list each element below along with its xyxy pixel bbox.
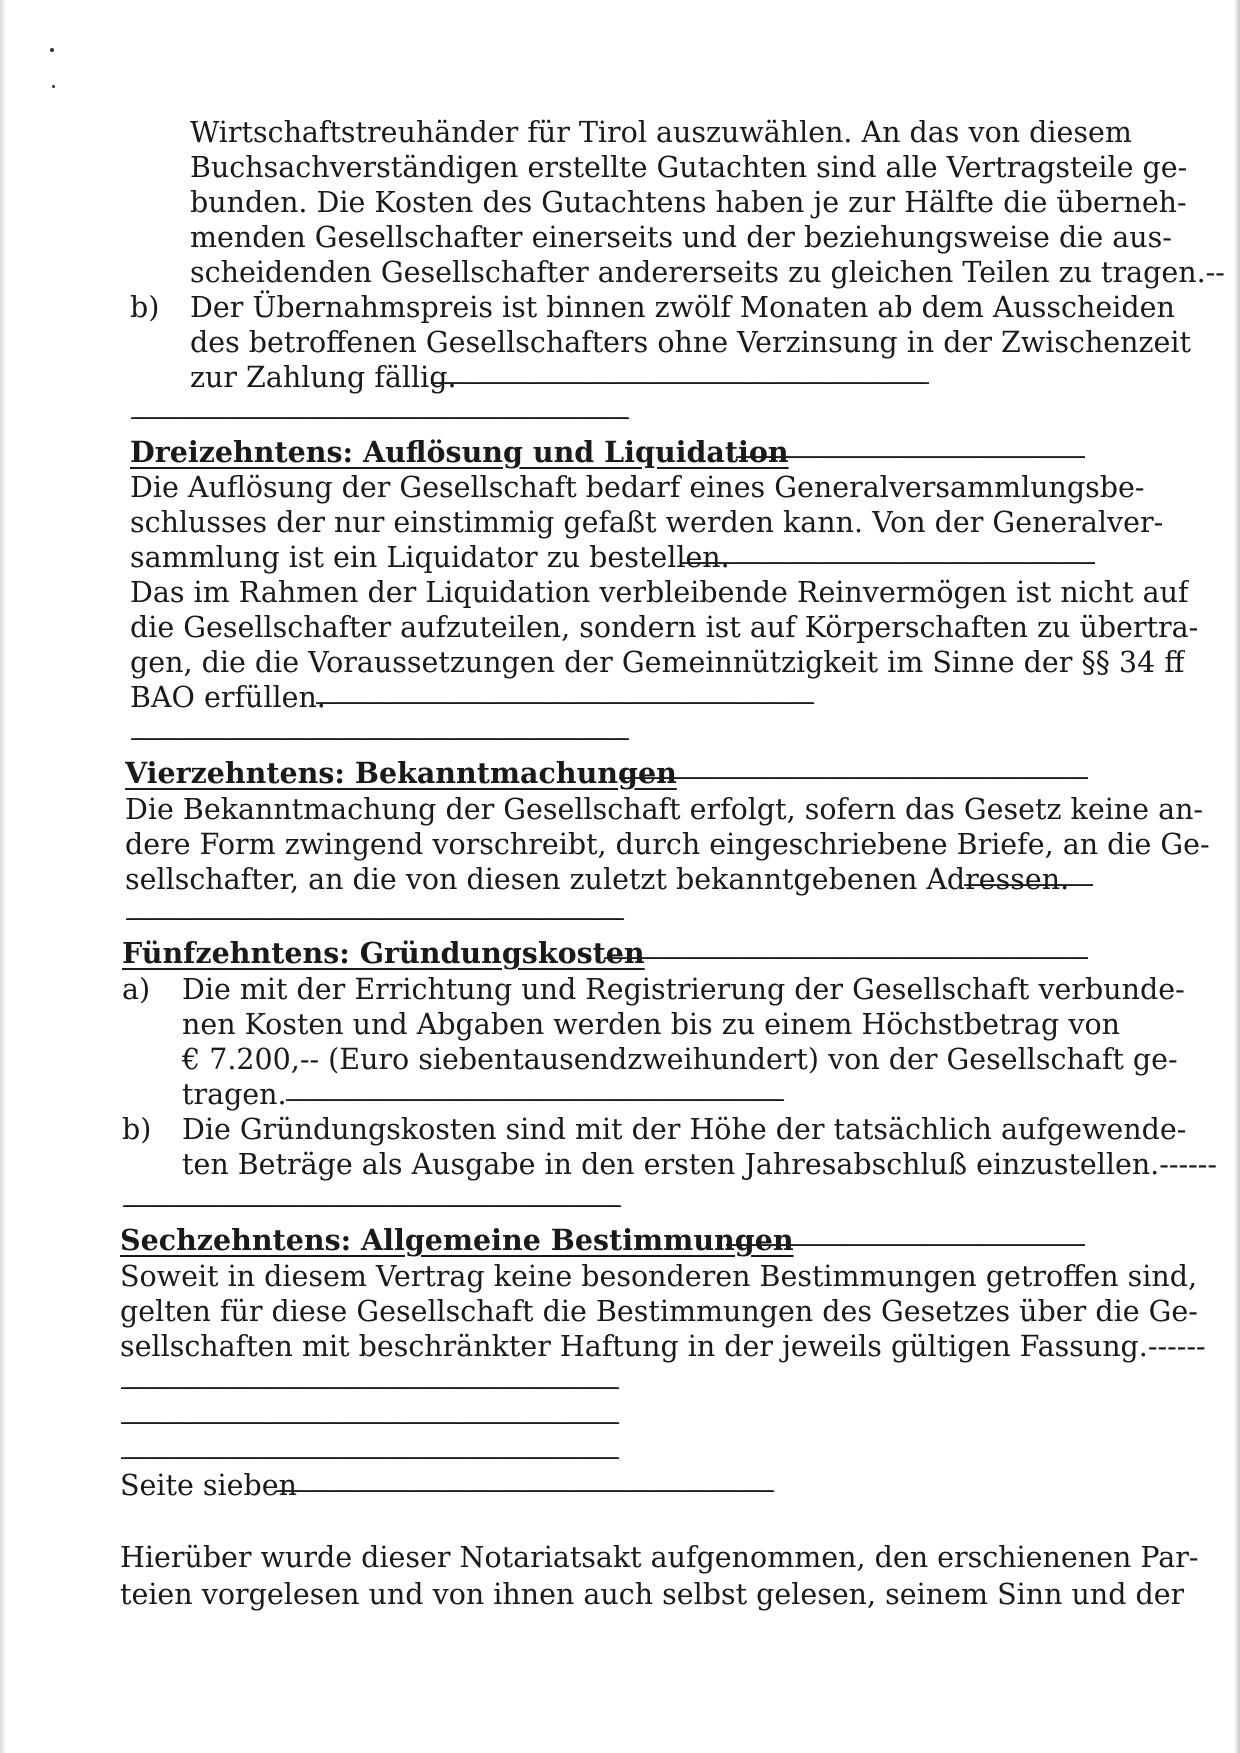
section16-line-3: sellschaften mit beschränkter Haftung in der jeweils gültigen Fassung.------ [120, 1330, 1206, 1363]
section13-line-2: schlusses der nur einstimmig gefaßt werden kann. Von der Generalver- [130, 506, 1164, 539]
section13-line-1: Die Auflösung der Gesellschaft bedarf eines Generalversammlungsbe- [130, 471, 1145, 504]
section13-line-5: die Gesellschafter aufzuteilen, sondern ist auf Körperschaften zu übertra- [130, 611, 1199, 644]
fill-dashes [618, 757, 1088, 793]
section14-line-1: Die Bekanntmachung der Gesellschaft erfolgt, sofern das Gesetz keine an- [125, 793, 1204, 826]
section13-line-6: gen, die die Voraussetzungen der Gemeinnützigkeit im Sinne der §§ 34 ff [130, 646, 1185, 679]
separator-dashes [130, 718, 1105, 754]
section15-b-line-2: ten Beträge als Ausgabe in den ersten Jahresabschluß einzustellen.------ [182, 1148, 1218, 1181]
fill-dashes [735, 436, 1085, 472]
section13-heading: Dreizehntens: Auflösung und Liquidation [130, 435, 789, 469]
continuation-line-5: scheidenden Gesellschafter andererseits zu gleichen Teilen zu tragen.-- [190, 256, 1225, 289]
section15-a-line-1: Die mit der Errichtung und Registrierung der Gesellschaft verbunde- [182, 973, 1185, 1006]
section14-line-3: sellschafter, an die von diesen zuletzt bekanntgebenen Adressen. [125, 863, 1070, 896]
item-b-line-2: des betroffenen Gesellschafters ohne Verzinsung in der Zwischenzeit [190, 326, 1191, 359]
fill-dashes [285, 1079, 1095, 1115]
fill-dashes [680, 542, 1095, 578]
section16-heading: Sechzehntens: Allgemeine Bestimmungen [120, 1223, 794, 1257]
separator-dashes [130, 397, 1105, 433]
item-b-line-3: zur Zahlung fällig. [190, 361, 457, 394]
section15-a-line-2: nen Kosten und Abgaben werden bis zu einem Höchstbetrag von [182, 1008, 1120, 1041]
fill-dashes [725, 1224, 1085, 1260]
continuation-line-2: Buchsachverständigen erstellte Gutachten sind alle Vertragsteile ge- [190, 151, 1188, 184]
scan-speck [52, 85, 55, 88]
section16-line-2: gelten für diese Gesellschaft die Bestimmungen des Gesetzes über die Ge- [120, 1295, 1198, 1328]
closing-line-2: teien vorgelesen und von ihnen auch selbst gelesen, seinem Sinn und der [120, 1578, 1185, 1611]
section16-line-1: Soweit in diesem Vertrag keine besonderen Bestimmungen getroffen sind, [120, 1260, 1198, 1293]
section15-heading: Fünfzehntens: Gründungskosten [122, 936, 645, 970]
section15-a-line-4: tragen. [182, 1078, 287, 1111]
continuation-line-1: Wirtschaftstreuhänder für Tirol auszuwählen. An das von diesem [190, 116, 1132, 149]
section13-line-4: Das im Rahmen der Liquidation verbleibende Reinvermögen ist nicht auf [130, 576, 1189, 609]
fill-dashes [430, 362, 1105, 398]
section13-line-3: sammlung ist ein Liquidator zu bestellen. [130, 541, 730, 574]
fill-dashes [963, 864, 1093, 900]
page-label: Seite sieben [120, 1469, 297, 1502]
item-b-marker: b) [122, 1113, 152, 1146]
fill-dashes [603, 937, 1088, 973]
separator-dashes [120, 1402, 1090, 1438]
scan-speck [50, 48, 54, 52]
item-b-marker: b) [130, 291, 160, 324]
fill-dashes [315, 682, 1090, 718]
fill-dashes [275, 1470, 1085, 1506]
section14-heading: Vierzehntens: Bekanntmachungen [125, 756, 677, 790]
separator-dashes [122, 1185, 1097, 1221]
section15-a-line-3: € 7.200,-- (Euro siebentausendzweihundert) von der Gesellschaft ge- [182, 1043, 1178, 1076]
continuation-line-3: bunden. Die Kosten des Gutachtens haben je zur Hälfte die überneh- [190, 186, 1187, 219]
section13-line-7: BAO erfüllen. [130, 681, 326, 714]
item-b-line-1: Der Übernahmspreis ist binnen zwölf Monaten ab dem Ausscheiden [190, 291, 1175, 324]
separator-dashes [120, 1367, 1090, 1403]
item-a-marker: a) [122, 973, 151, 1006]
scan-edge-left [0, 0, 6, 1753]
section15-b-line-1: Die Gründungskosten sind mit der Höhe der tatsächlich aufgewende- [182, 1113, 1187, 1146]
separator-dashes [125, 898, 1100, 934]
continuation-line-4: menden Gesellschafter einerseits und der beziehungsweise die aus- [190, 221, 1172, 254]
closing-line-1: Hierüber wurde dieser Notariatsakt aufgenommen, den erschienenen Par- [120, 1541, 1199, 1574]
section14-line-2: dere Form zwingend vorschreibt, durch eingeschriebene Briefe, an die Ge- [125, 828, 1210, 861]
scan-edge-right [1234, 0, 1240, 1753]
